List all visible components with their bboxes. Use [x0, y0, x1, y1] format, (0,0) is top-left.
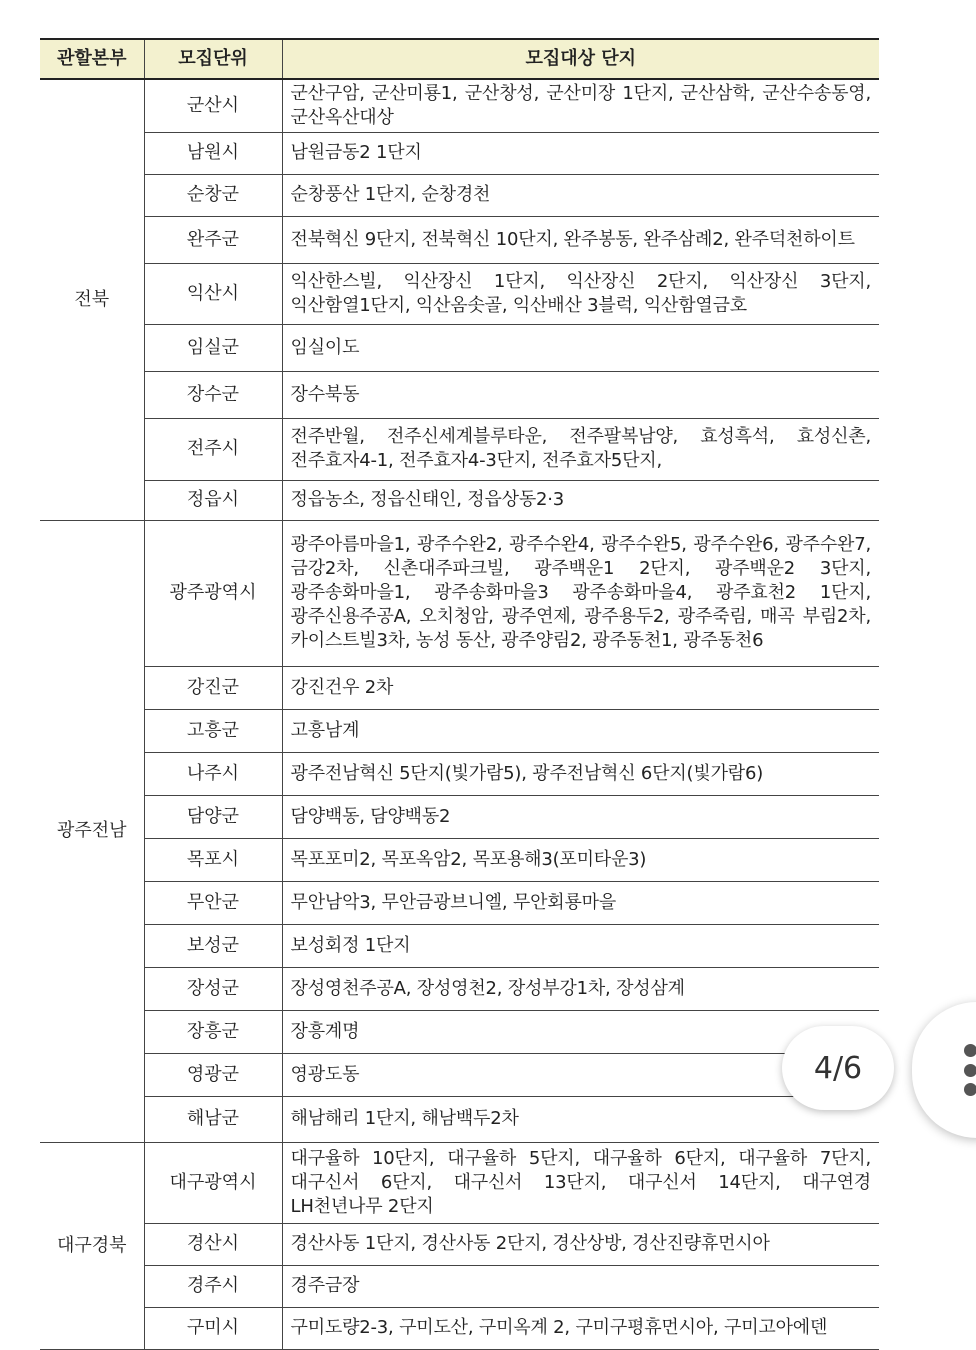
table-row [40, 967, 879, 1010]
table-row [40, 371, 879, 418]
unit-cell: 장성군 [144, 967, 282, 1010]
unit-cell: 해남군 [144, 1096, 282, 1142]
complexes-cell: 순창풍산 1단지, 순창경천 [282, 174, 879, 216]
header-unit: 모집단위 [144, 39, 282, 79]
unit-cell: 익산시 [144, 263, 282, 324]
complexes-cell: 대구율하 10단지, 대구율하 5단지, 대구율하 6단지, 대구율하 7단지, 대구신서 6단지, 대구신서 13단지, 대구신서 14단지, 대구연경 LH천년나무 2단지 [282, 1142, 879, 1223]
unit-cell: 대구광역시 [144, 1142, 282, 1223]
complexes-cell: 광주아름마을1, 광주수완2, 광주수완4, 광주수완5, 광주수완6, 광주수완7, 금강2차, 신촌대주파크빌, 광주백운1 2단지, 광주백운2 3단지, 광주송화마을1, 광주송화마을3 광주송화마을4, 광주효천2 1단지, 광주신용주공A, 오치청암, 광주연제, 광주용두2, 광주죽림, 매곡 부림2차, 카이스트빌3차, 농성 동산, 광주양림2, 광주동천1, 광주동천6 [282, 520, 879, 666]
complexes-cell: 담양백동, 담양백동2 [282, 795, 879, 838]
more-options-button[interactable] [912, 1002, 976, 1138]
table-row [40, 709, 879, 752]
table-row [40, 666, 879, 709]
table-row [40, 263, 879, 324]
complexes-cell: 구미도량2-3, 구미도산, 구미옥계 2, 구미구평휴먼시아, 구미고아에덴 [282, 1307, 879, 1349]
table-row [40, 838, 879, 881]
unit-cell: 군산시 [144, 79, 282, 132]
unit-cell: 장수군 [144, 371, 282, 418]
complexes-cell: 남원금동2 1단지 [282, 132, 879, 174]
complexes-cell: 임실이도 [282, 324, 879, 371]
region-cell: 광주전남 [40, 520, 144, 1142]
unit-cell: 영광군 [144, 1053, 282, 1096]
unit-cell: 강진군 [144, 666, 282, 709]
table-row [40, 881, 879, 924]
region-cell: 대구경북 [40, 1142, 144, 1349]
complexes-cell: 고흥남계 [282, 709, 879, 752]
complexes-cell: 영광도동 [282, 1053, 879, 1096]
table-row [40, 1142, 879, 1223]
table-row [40, 1010, 879, 1053]
table-row [40, 520, 879, 666]
complexes-cell: 전주반월, 전주신세계블루타운, 전주팔복남양, 효성흑석, 효성신촌, 전주효자4-1, 전주효자4-3단지, 전주효자5단지, [282, 418, 879, 480]
unit-cell: 나주시 [144, 752, 282, 795]
complexes-cell: 목포포미2, 목포옥암2, 목포용해3(포미타운3) [282, 838, 879, 881]
table-row [40, 174, 879, 216]
unit-cell: 순창군 [144, 174, 282, 216]
unit-cell: 목포시 [144, 838, 282, 881]
unit-cell: 임실군 [144, 324, 282, 371]
page-indicator-text: 4/6 [813, 1050, 863, 1086]
region-cell: 전북 [40, 79, 144, 520]
unit-cell: 무안군 [144, 881, 282, 924]
unit-cell: 전주시 [144, 418, 282, 480]
table-row [40, 216, 879, 263]
table-row [40, 752, 879, 795]
unit-cell: 완주군 [144, 216, 282, 263]
table-row [40, 79, 879, 132]
table-row [40, 480, 879, 520]
table-row [40, 1053, 879, 1096]
complexes-cell: 장성영천주공A, 장성영천2, 장성부강1차, 장성삼계 [282, 967, 879, 1010]
header-region: 관할본부 [40, 39, 144, 79]
recruitment-table [40, 38, 879, 1350]
table-row [40, 418, 879, 480]
table-row [40, 1096, 879, 1142]
unit-cell: 담양군 [144, 795, 282, 838]
page-indicator [782, 1026, 894, 1110]
header-complexes: 모집대상 단지 [282, 39, 879, 79]
table-row [40, 132, 879, 174]
complexes-cell: 경주금장 [282, 1265, 879, 1307]
table-row [40, 1307, 879, 1349]
unit-cell: 장흥군 [144, 1010, 282, 1053]
complexes-cell: 장흥계명 [282, 1010, 879, 1053]
unit-cell: 구미시 [144, 1307, 282, 1349]
complexes-cell: 보성회정 1단지 [282, 924, 879, 967]
complexes-cell: 군산구암, 군산미룡1, 군산창성, 군산미장 1단지, 군산삼학, 군산수송동영, 군산옥산대상 [282, 79, 879, 132]
unit-cell: 고흥군 [144, 709, 282, 752]
unit-cell: 보성군 [144, 924, 282, 967]
complexes-cell: 광주전남혁신 5단지(빛가람5), 광주전남혁신 6단지(빛가람6) [282, 752, 879, 795]
more-vertical-icon [962, 1044, 976, 1096]
table-row [40, 324, 879, 371]
complexes-cell: 장수북동 [282, 371, 879, 418]
unit-cell: 광주광역시 [144, 520, 282, 666]
complexes-cell: 경산사동 1단지, 경산사동 2단지, 경산상방, 경산진량휴먼시아 [282, 1223, 879, 1265]
complexes-cell: 정읍농소, 정읍신태인, 정읍상동2·3 [282, 480, 879, 520]
complexes-cell: 익산한스빌, 익산장신 1단지, 익산장신 2단지, 익산장신 3단지, 익산함열1단지, 익산옴솟골, 익산배산 3블럭, 익산함열금호 [282, 263, 879, 324]
complexes-cell: 전북혁신 9단지, 전북혁신 10단지, 완주봉동, 완주삼례2, 완주덕천하이트 [282, 216, 879, 263]
table-row [40, 795, 879, 838]
unit-cell: 경주시 [144, 1265, 282, 1307]
unit-cell: 남원시 [144, 132, 282, 174]
complexes-cell: 해남해리 1단지, 해남백두2차 [282, 1096, 879, 1142]
table-row [40, 924, 879, 967]
unit-cell: 경산시 [144, 1223, 282, 1265]
unit-cell: 정읍시 [144, 480, 282, 520]
table-row [40, 1265, 879, 1307]
complexes-cell: 강진건우 2차 [282, 666, 879, 709]
complexes-cell: 무안남악3, 무안금광브니엘, 무안회룡마을 [282, 881, 879, 924]
table-row [40, 1223, 879, 1265]
table-header-row [40, 39, 879, 79]
